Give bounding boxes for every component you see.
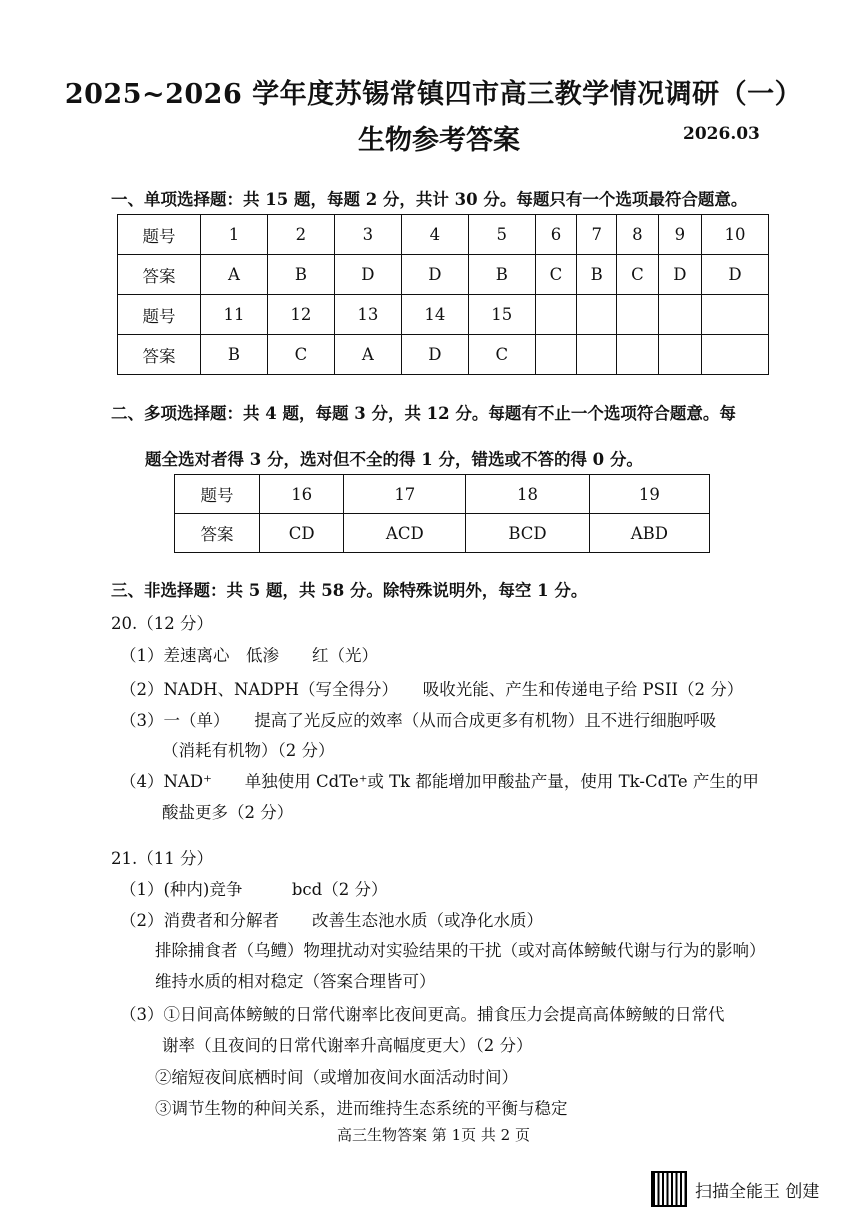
- table-row: [175, 514, 710, 553]
- question-number-cell: 5: [468, 215, 535, 255]
- table-row: [118, 255, 769, 295]
- table-row: [175, 475, 710, 514]
- question-number-cell: [701, 295, 768, 335]
- answer-cell: A: [201, 255, 268, 295]
- question-number-cell: 17: [344, 475, 466, 514]
- answer-cell: D: [701, 255, 768, 295]
- header-cell: 题号: [118, 215, 201, 255]
- single-choice-answer-table: [117, 214, 769, 375]
- section2-heading-line2: 题全选对者得 3 分，选对但不全的得 1 分，错选或不答的得 0 分。: [145, 450, 643, 469]
- question-number-cell: 11: [201, 295, 268, 335]
- question-number-cell: [617, 295, 658, 335]
- answer-cell: B: [267, 255, 334, 295]
- question-number-cell: 13: [334, 295, 401, 335]
- section1-heading: 一、单项选择题：共 15 题，每题 2 分，共计 30 分。每题只有一个选项最符合题意。: [111, 190, 748, 209]
- question-number-cell: 4: [401, 215, 468, 255]
- question-number-cell: 19: [589, 475, 709, 514]
- answer-cell: [577, 335, 617, 375]
- answer-cell: C: [617, 255, 658, 295]
- header-cell: 答案: [118, 335, 201, 375]
- question-number-cell: 1: [201, 215, 268, 255]
- question-number-cell: 6: [535, 215, 576, 255]
- q21-line: （3）①日间高体鳑鲏的日常代谢率比夜间更高。捕食压力会提高高体鳑鲏的日常代: [120, 1005, 725, 1024]
- answer-cell: D: [401, 255, 468, 295]
- answer-cell: CD: [260, 514, 344, 553]
- page-footer: 高三生物答案 第 1页 共 2 页: [337, 1126, 530, 1144]
- answer-cell: [658, 335, 701, 375]
- document-title: 2025~2026 学年度苏锡常镇四市高三教学情况调研（一）: [64, 79, 803, 110]
- q21-line: （2）消费者和分解者 改善生态池水质（或净化水质）: [120, 911, 543, 930]
- header-cell: 答案: [118, 255, 201, 295]
- table-row: [118, 335, 769, 375]
- q21-title: 21.（11 分）: [111, 849, 213, 868]
- answer-cell: ABD: [589, 514, 709, 553]
- question-number-cell: 8: [617, 215, 658, 255]
- scanner-watermark: [651, 1171, 819, 1207]
- q21-line: ③调节生物的种间关系，进而维持生态系统的平衡与稳定: [155, 1099, 568, 1118]
- answer-cell: C: [535, 255, 576, 295]
- header-cell: 题号: [175, 475, 260, 514]
- question-number-cell: 9: [658, 215, 701, 255]
- q20-line: （3）一（单） 提高了光反应的效率（从而合成更多有机物）且不进行细胞呼吸: [120, 711, 717, 730]
- answer-cell: D: [334, 255, 401, 295]
- question-number-cell: 18: [466, 475, 589, 514]
- document-date: 2026.03: [683, 124, 760, 144]
- section3-heading: 三、非选择题：共 5 题，共 58 分。除特殊说明外，每空 1 分。: [111, 581, 588, 600]
- answer-cell: D: [401, 335, 468, 375]
- q20-line: 酸盐更多（2 分）: [162, 803, 294, 822]
- question-number-cell: 2: [267, 215, 334, 255]
- qr-code-icon: [651, 1171, 687, 1207]
- question-number-cell: 10: [701, 215, 768, 255]
- q20-line: （4）NAD⁺ 单独使用 CdTe⁺或 Tk 都能增加甲酸盐产量，使用 Tk-CdTe 产生的甲: [120, 772, 759, 791]
- q21-line: （1）(种内)竞争 bcd（2 分）: [120, 880, 388, 899]
- question-number-cell: 15: [468, 295, 535, 335]
- answer-cell: D: [658, 255, 701, 295]
- question-number-cell: 3: [334, 215, 401, 255]
- q20-line: （1）差速离心 低渗 红（光）: [120, 646, 378, 665]
- answer-cell: [701, 335, 768, 375]
- q20-line: （消耗有机物）（2 分）: [162, 741, 335, 760]
- header-cell: 答案: [175, 514, 260, 553]
- answer-cell: ACD: [344, 514, 466, 553]
- question-number-cell: 7: [577, 215, 617, 255]
- question-number-cell: 14: [401, 295, 468, 335]
- q20-line: （2）NADH、NADPH（写全得分） 吸收光能、产生和传递电子给 PSII（2 分）: [120, 680, 744, 699]
- answer-cell: B: [201, 335, 268, 375]
- q20-title: 20.（12 分）: [111, 614, 213, 633]
- question-number-cell: 12: [267, 295, 334, 335]
- question-number-cell: [658, 295, 701, 335]
- q21-line: 谢率（且夜间的日常代谢率升高幅度更大）（2 分）: [162, 1036, 533, 1055]
- answer-cell: C: [267, 335, 334, 375]
- section2-heading-line1: 二、多项选择题：共 4 题，每题 3 分，共 12 分。每题有不止一个选项符合题意。每: [111, 404, 736, 423]
- answer-cell: B: [468, 255, 535, 295]
- q21-line: 维持水质的相对稳定（答案合理皆可）: [155, 972, 436, 991]
- question-number-cell: 16: [260, 475, 344, 514]
- header-cell: 题号: [118, 295, 201, 335]
- q21-line: ②缩短夜间底栖时间（或增加夜间水面活动时间）: [155, 1068, 518, 1087]
- answer-cell: B: [577, 255, 617, 295]
- watermark-text: 扫描全能王 创建: [695, 1181, 820, 1202]
- answer-cell: BCD: [466, 514, 589, 553]
- answer-cell: A: [334, 335, 401, 375]
- table-row: [118, 295, 769, 335]
- q21-line: 排除捕食者（乌鳢）物理扰动对实验结果的干扰（或对高体鳑鲏代谢与行为的影响）: [155, 941, 766, 960]
- question-number-cell: [577, 295, 617, 335]
- table-row: [118, 215, 769, 255]
- multi-choice-answer-table: [174, 474, 710, 553]
- question-number-cell: [535, 295, 576, 335]
- answer-cell: C: [468, 335, 535, 375]
- answer-cell: [535, 335, 576, 375]
- document-subtitle: 生物参考答案: [358, 125, 520, 156]
- answer-cell: [617, 335, 658, 375]
